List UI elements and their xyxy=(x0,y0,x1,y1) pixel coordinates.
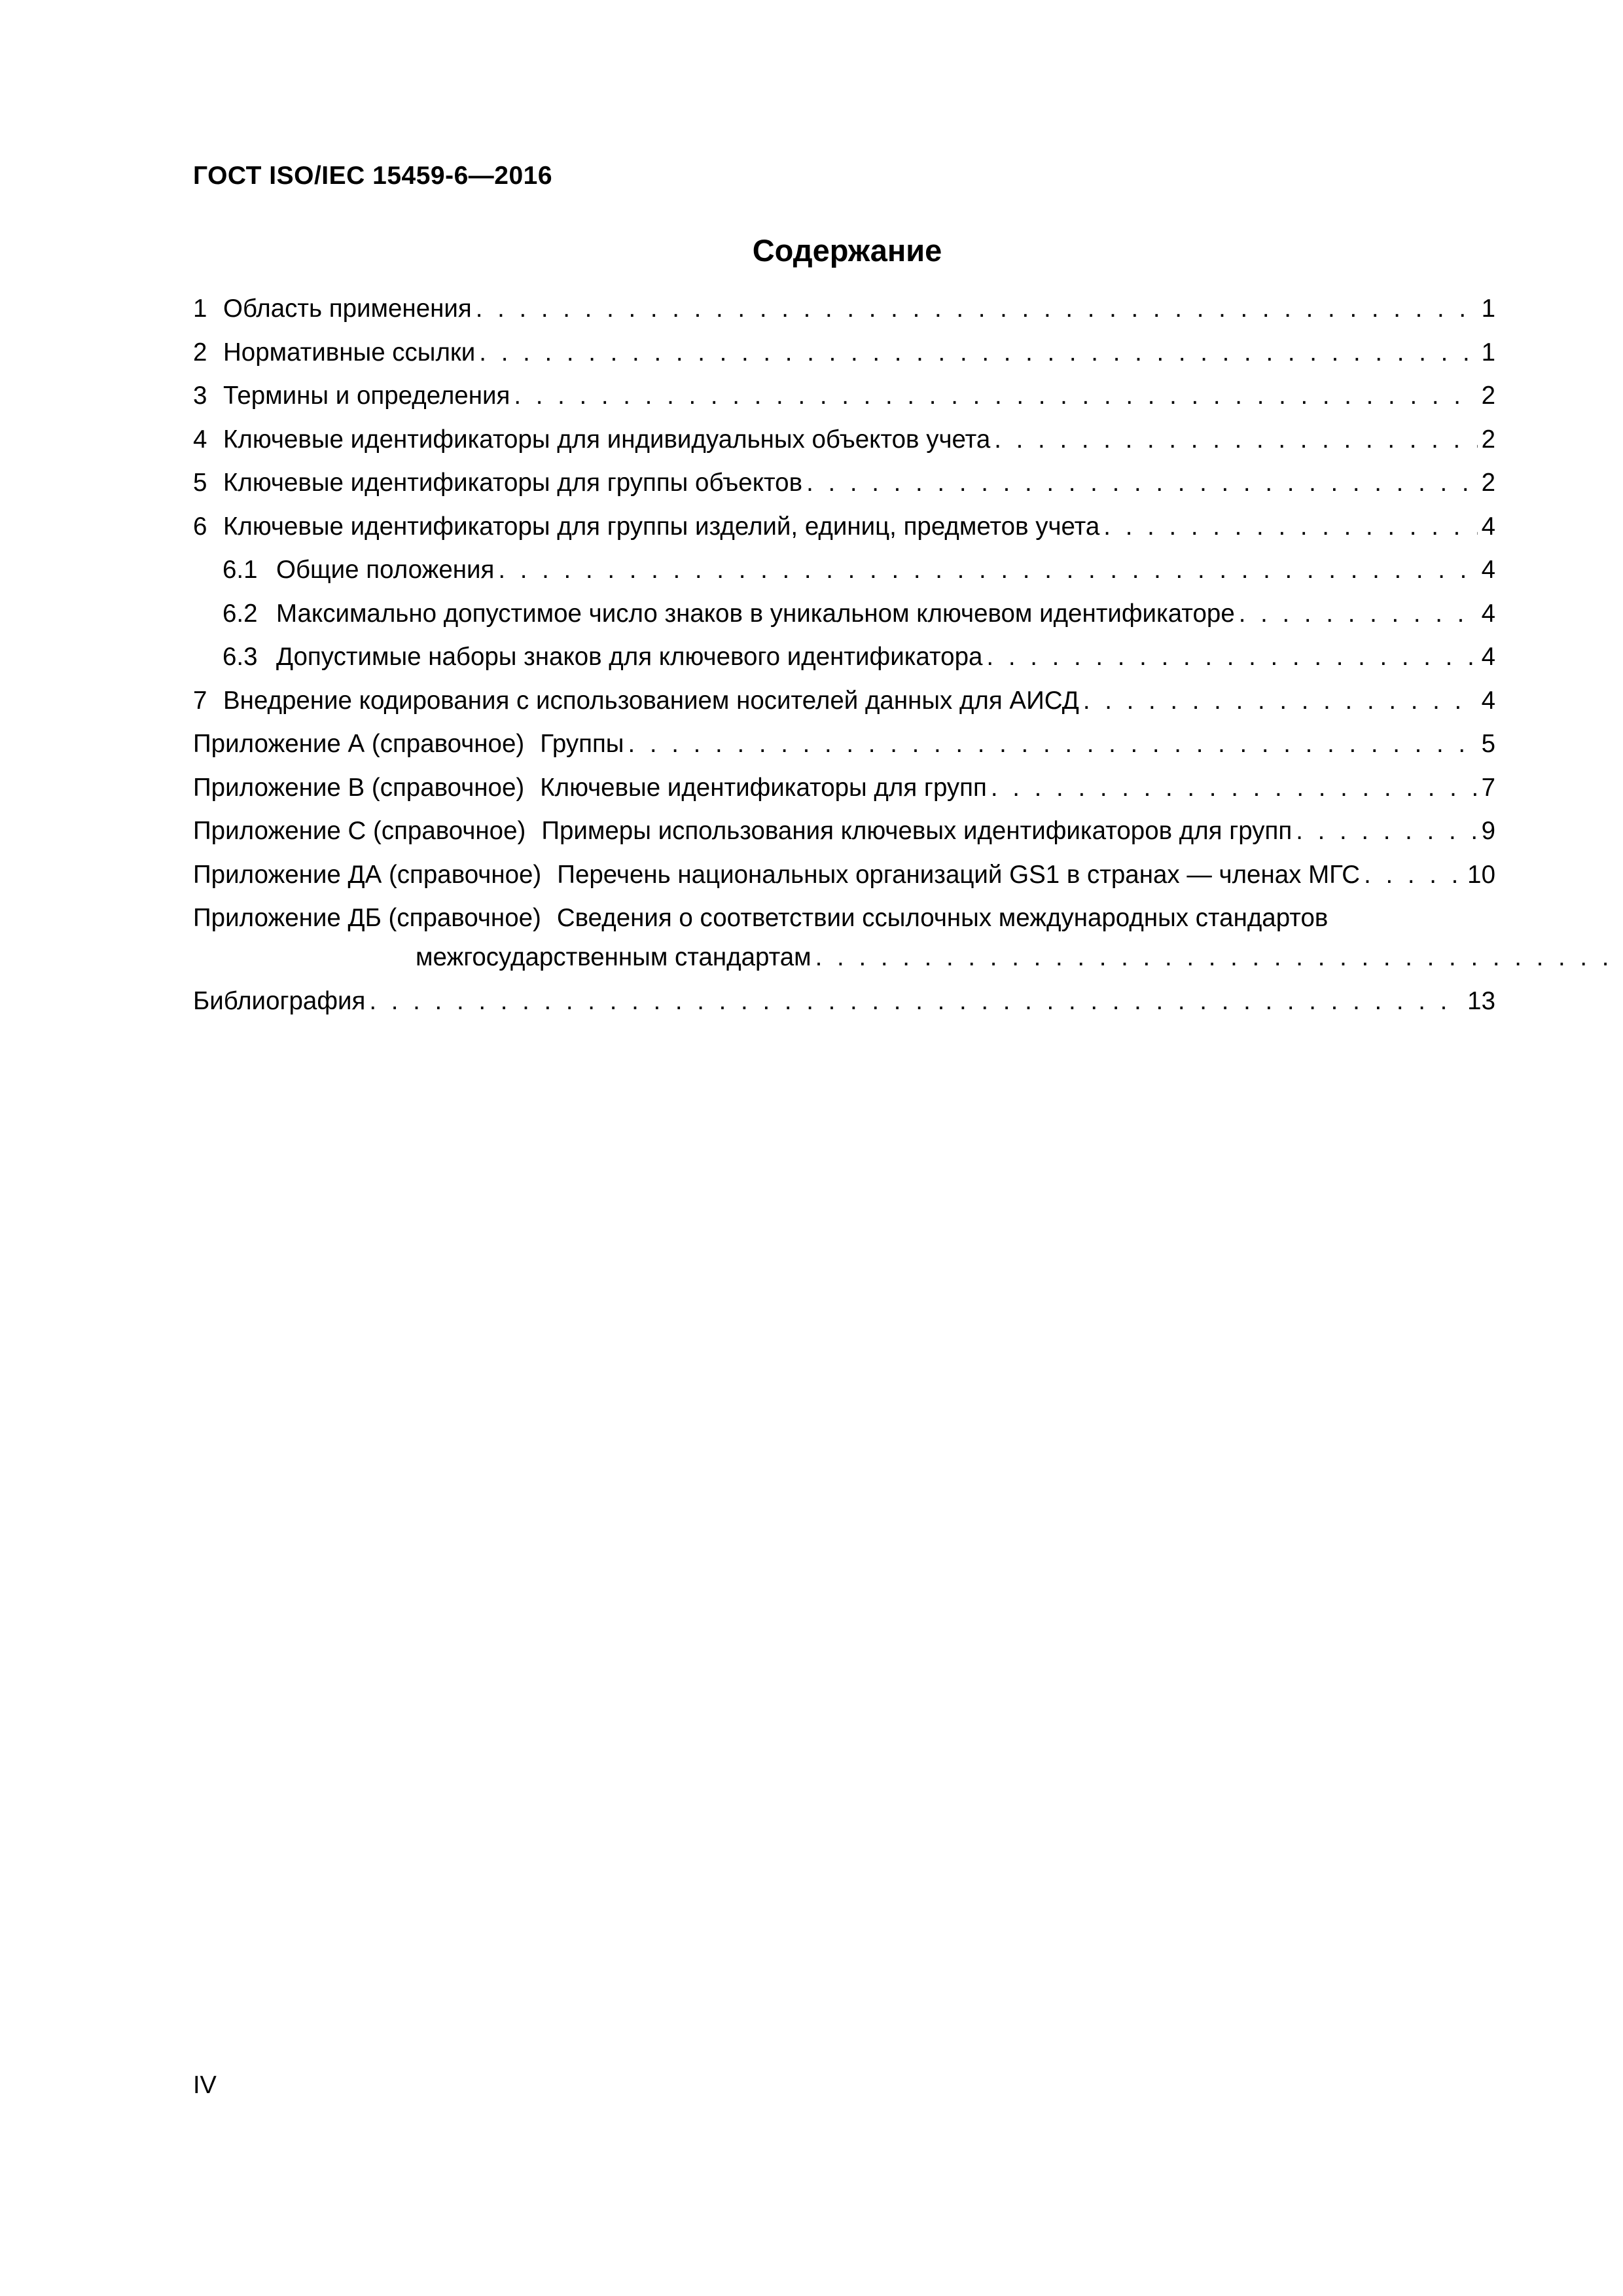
toc-entry-page: 2 xyxy=(1481,425,1495,454)
toc-entry-title: Нормативные ссылки xyxy=(223,338,476,367)
appendix-page: 5 xyxy=(1481,730,1495,758)
leader-dots xyxy=(498,556,1477,584)
table-of-contents xyxy=(193,295,1495,1030)
toc-entry-number: 6.1 xyxy=(223,556,258,584)
toc-entry-title: Ключевые идентификаторы для группы изделий, единиц, предметов учета xyxy=(223,512,1100,541)
toc-entry-number: 1 xyxy=(193,295,207,323)
toc-entry-page: 1 xyxy=(1481,338,1495,367)
toc-entry-page: 2 xyxy=(1481,382,1495,410)
bibliography-title: Библиография xyxy=(193,986,366,1015)
toc-entry-number: 6.2 xyxy=(223,599,258,628)
appendix-title-line-1: Сведения о соответствии ссылочных международных стандартов xyxy=(556,904,1329,932)
toc-entry-page: 1 xyxy=(1481,295,1495,323)
toc-entry-title: Термины и определения xyxy=(223,382,510,410)
toc-entry[interactable] xyxy=(193,295,1495,338)
appendix-page: 10 xyxy=(1467,860,1495,889)
toc-appendix[interactable] xyxy=(193,817,1495,861)
leader-dots xyxy=(369,987,1463,1016)
toc-appendix[interactable] xyxy=(193,774,1495,817)
toc-subentry[interactable] xyxy=(193,643,1495,687)
toc-entry-number: 5 xyxy=(193,469,207,497)
leader-dots xyxy=(1103,512,1477,541)
leader-dots xyxy=(628,730,1477,759)
appendix-title: Ключевые идентификаторы для групп xyxy=(540,773,987,802)
toc-entry-number: 2 xyxy=(193,338,207,367)
appendix-label: Приложение В (справочное) xyxy=(193,773,525,802)
toc-bibliography[interactable] xyxy=(193,987,1495,1031)
toc-entry-title: Допустимые наборы знаков для ключевого идентификатора xyxy=(276,643,983,671)
leader-dots xyxy=(479,338,1477,367)
toc-entry[interactable] xyxy=(193,338,1495,382)
toc-entry[interactable] xyxy=(193,687,1495,730)
appendix-title: Перечень национальных организаций GS1 в странах — членах МГС xyxy=(557,860,1361,889)
appendix-title: Группы xyxy=(540,730,624,758)
appendix-label: Приложение ДА (справочное) xyxy=(193,860,542,889)
toc-entry-title: Общие положения xyxy=(276,556,495,584)
toc-entry-page: 4 xyxy=(1481,556,1495,584)
appendix-multiline xyxy=(193,904,1623,987)
toc-entry-page: 4 xyxy=(1481,599,1495,628)
toc-entry-number: 6.3 xyxy=(223,643,258,671)
leader-dots xyxy=(991,774,1478,802)
toc-entry-number: 6 xyxy=(193,512,207,541)
leader-dots xyxy=(1364,861,1463,889)
toc-entry[interactable] xyxy=(193,382,1495,425)
appendix-page: 7 xyxy=(1481,773,1495,802)
appendix-line-2 xyxy=(193,943,1623,987)
toc-appendix[interactable] xyxy=(193,730,1495,774)
appendix-title-line-2: межгосударственным стандартам xyxy=(416,943,812,971)
toc-title: Содержание xyxy=(752,233,942,268)
leader-dots xyxy=(514,382,1477,410)
bibliography-page: 13 xyxy=(1467,986,1495,1015)
toc-appendix[interactable] xyxy=(193,861,1495,905)
page-number: IV xyxy=(193,2072,217,2099)
toc-subentry[interactable] xyxy=(193,556,1495,600)
appendix-label: Приложение А (справочное) xyxy=(193,730,525,758)
toc-entry[interactable] xyxy=(193,425,1495,469)
appendix-line-1 xyxy=(193,904,1623,943)
toc-entry[interactable] xyxy=(193,512,1495,556)
leader-dots xyxy=(1083,687,1478,715)
leader-dots xyxy=(476,295,1478,323)
toc-subentry[interactable] xyxy=(193,600,1495,643)
appendix-page: 9 xyxy=(1481,817,1495,845)
toc-entry[interactable] xyxy=(193,469,1495,512)
appendix-title: Примеры использования ключевых идентификаторов для групп xyxy=(541,817,1293,845)
toc-entry-title: Внедрение кодирования с использованием носителей данных для АИСД xyxy=(223,686,1079,715)
toc-entry-page: 4 xyxy=(1481,643,1495,671)
toc-entry-number: 3 xyxy=(193,382,207,410)
leader-dots xyxy=(1296,817,1477,846)
toc-entry-page: 2 xyxy=(1481,469,1495,497)
appendix-label: Приложение ДБ (справочное) xyxy=(193,904,541,932)
toc-entry-title: Ключевые идентификаторы для группы объектов xyxy=(223,469,803,497)
toc-entry-number: 7 xyxy=(193,686,207,715)
leader-dots xyxy=(815,943,1623,972)
toc-appendix[interactable] xyxy=(193,904,1495,987)
appendix-label: Приложение С (справочное) xyxy=(193,817,526,845)
leader-dots xyxy=(994,425,1477,454)
toc-entry-page: 4 xyxy=(1481,686,1495,715)
leader-dots xyxy=(806,469,1478,497)
toc-entry-title: Ключевые идентификаторы для индивидуальных объектов учета xyxy=(223,425,991,454)
toc-entry-number: 4 xyxy=(193,425,207,454)
toc-entry-title: Область применения xyxy=(223,295,472,323)
toc-entry-page: 4 xyxy=(1481,512,1495,541)
toc-entry-title: Максимально допустимое число знаков в уникальном ключевом идентификаторе xyxy=(276,599,1235,628)
leader-dots xyxy=(1239,600,1478,628)
document-code: ГОСТ ISO/IEC 15459-6—2016 xyxy=(193,162,553,190)
leader-dots xyxy=(986,643,1477,672)
